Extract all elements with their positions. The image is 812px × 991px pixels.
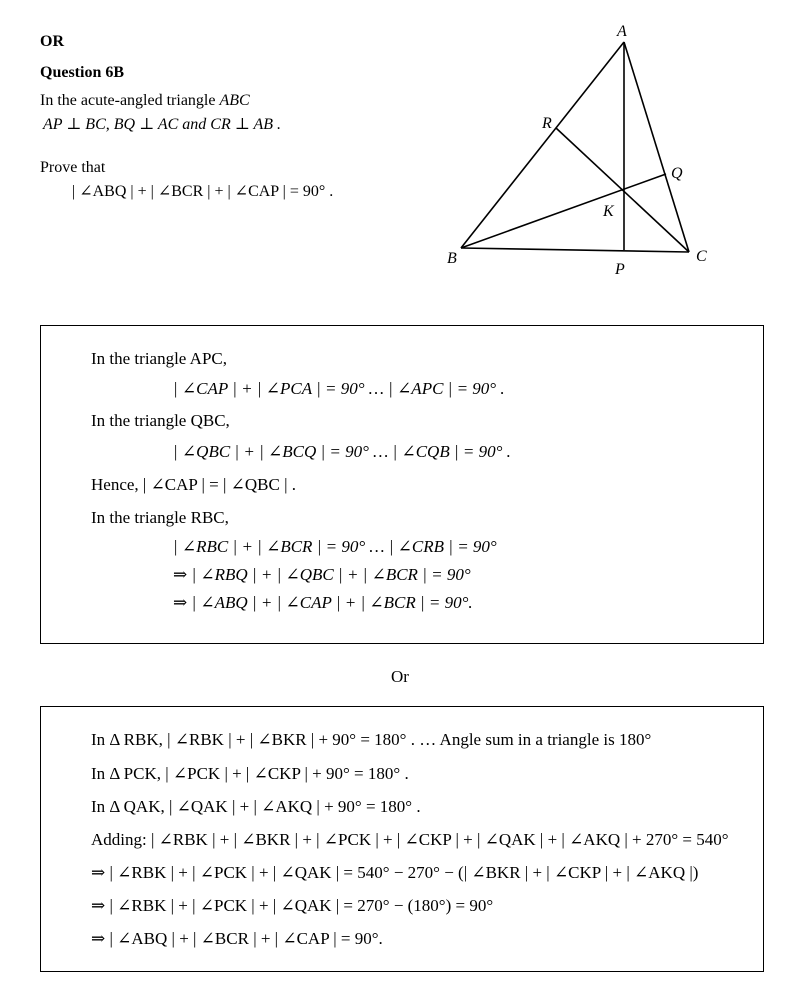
label-p: P	[615, 261, 625, 278]
sol1-line8: ⇒ | ∠RBQ | + | ∠QBC | + | ∠BCR | = 90°	[173, 565, 471, 584]
label-a: A	[617, 23, 627, 40]
sol1-line6: In the triangle RBC,	[91, 508, 229, 527]
sol1-line9: ⇒ | ∠ABQ | + | ∠CAP | + | ∠BCR | = 90°.	[173, 593, 473, 612]
sol2-line1: In Δ RBK, | ∠RBK | + | ∠BKR | + 90° = 180° . … Angle sum in a triangle is 180°	[91, 730, 652, 749]
sol1-line5: Hence, | ∠CAP | = | ∠QBC | .	[91, 475, 296, 494]
sol2-line5: ⇒ | ∠RBK | + | ∠PCK | + | ∠QAK | = 540° − 270° − (| ∠BKR | + | ∠CKP | + | ∠AKQ |)	[91, 863, 699, 882]
or-separator: Or	[391, 667, 409, 686]
sol1-line2: | ∠CAP | + | ∠PCA | = 90° … | ∠APC | = 90° .	[173, 379, 505, 398]
sol2-line4: Adding: | ∠RBK | + | ∠BKR | + | ∠PCK | + | ∠CKP | + | ∠QAK | + | ∠AKQ | + 270° = 540°	[91, 830, 729, 849]
sol1-line4: | ∠QBC | + | ∠BCQ | = 90° … | ∠CQB | = 90° .	[173, 442, 511, 461]
question-title: Question 6B	[40, 64, 125, 81]
sol2-line6: ⇒ | ∠RBK | + | ∠PCK | + | ∠QAK | = 270° − (180°) = 90°	[91, 896, 494, 915]
triangle-name: ABC	[219, 92, 250, 109]
problem-intro-text: In the acute-angled triangle	[40, 92, 220, 109]
sol1-line1: In the triangle APC,	[91, 349, 227, 368]
or-heading: OR	[40, 33, 64, 50]
label-c: C	[696, 248, 707, 265]
label-r: R	[542, 115, 552, 132]
side-bc	[461, 248, 689, 252]
side-ac	[624, 42, 689, 252]
altitude-bq	[461, 174, 666, 248]
prove-label: Prove that	[40, 159, 106, 176]
sol1-line3: In the triangle QBC,	[91, 411, 230, 430]
prove-statement: | ∠ABQ | + | ∠BCR | + | ∠CAP | = 90° .	[72, 183, 334, 200]
side-ab	[461, 42, 624, 248]
label-b: B	[447, 250, 457, 267]
label-k: K	[603, 203, 614, 220]
label-q: Q	[671, 165, 683, 182]
sol1-line7: | ∠RBC | + | ∠BCR | = 90° … | ∠CRB | = 90°	[173, 537, 497, 556]
sol2-line3: In Δ QAK, | ∠QAK | + | ∠AKQ | + 90° = 180° .	[91, 797, 421, 816]
triangle-diagram	[0, 0, 812, 300]
perpendiculars: AP ⊥ BC, BQ ⊥ AC and CR ⊥ AB .	[43, 116, 282, 133]
sol2-line7: ⇒ | ∠ABQ | + | ∠BCR | + | ∠CAP | = 90°.	[91, 929, 383, 948]
sol2-line2: In Δ PCK, | ∠PCK | + | ∠CKP | + 90° = 180° .	[91, 764, 409, 783]
